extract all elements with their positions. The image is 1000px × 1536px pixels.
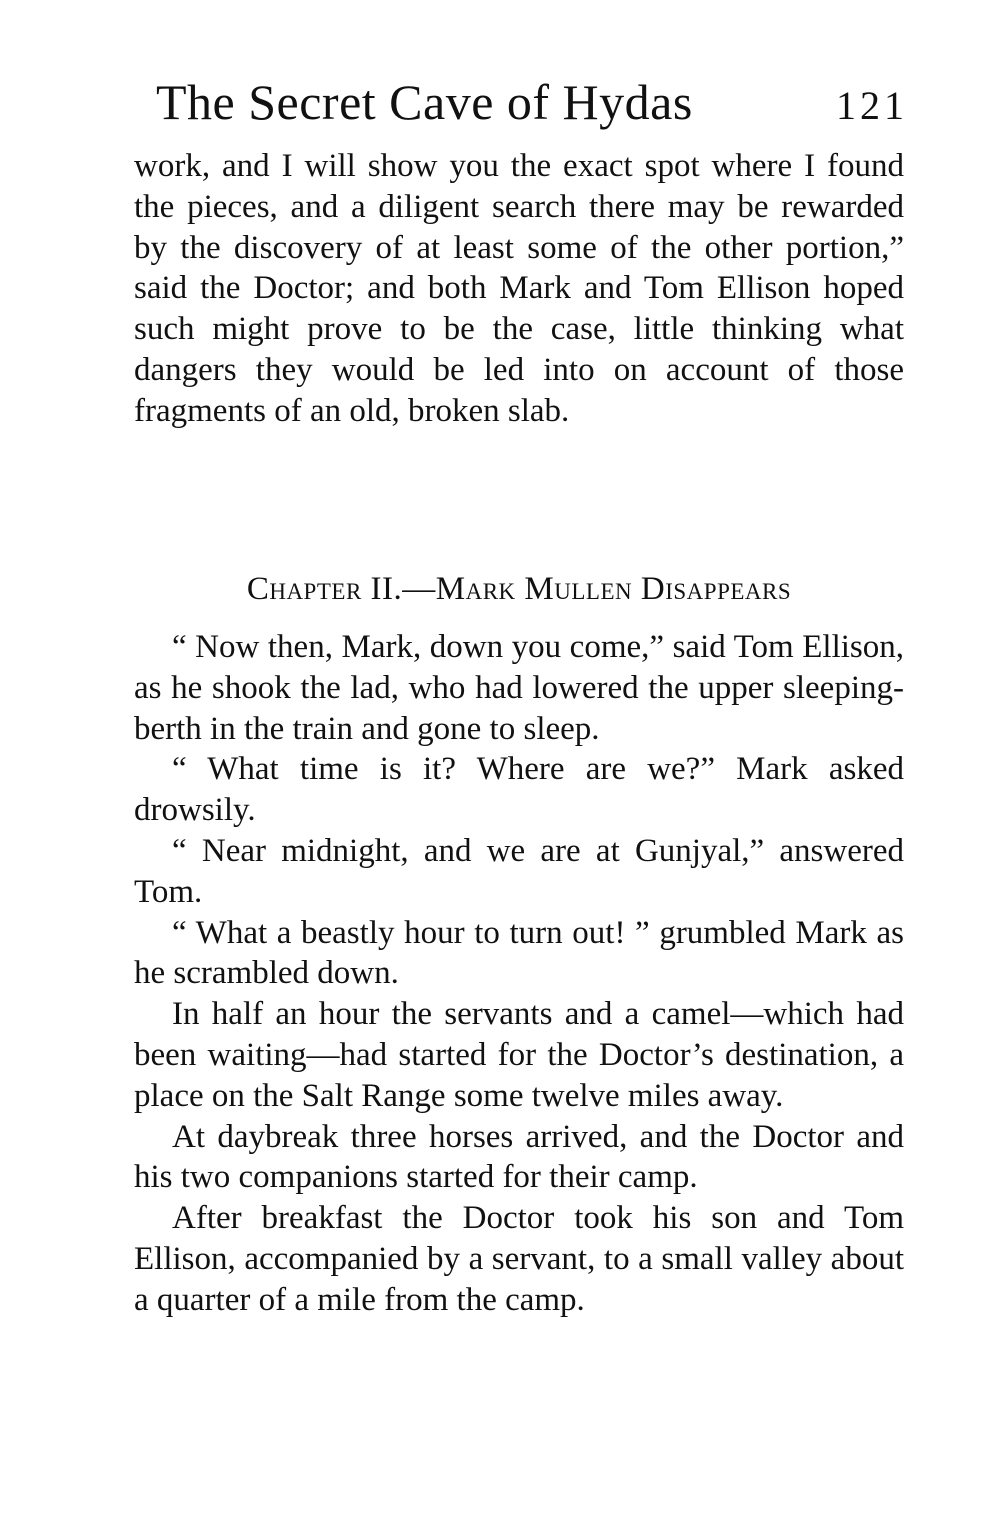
- continuation-text: [134, 146, 904, 432]
- page-number: 121: [836, 83, 908, 128]
- paragraph: “ Now then, Mark, down you come,” said Tom Ellison, as he shook the lad, who had lowered the upper sleeping-berth in the train and gone to sleep.: [134, 629, 904, 747]
- chapter-body: [134, 627, 904, 1321]
- paragraph: “ What a beastly hour to turn out! ” grumbled Mark as he scrambled down.: [134, 914, 904, 992]
- paragraph: After breakfast the Doctor took his son and Tom Ellison, accompanied by a servant, to a small valley about a quarter of a mile from the camp.: [134, 1200, 904, 1318]
- paragraph: “ Near midnight, and we are at Gunjyal,” answered Tom.: [134, 832, 904, 910]
- continuation-paragraph: work, and I will show you the exact spot where I found the pieces, and a diligent search there may be rewarded by the discovery of at least some of the other portion,” said the Doctor; and both Mark and Tom Ellison hoped such might prove to be the case, little thinking what dangers they would be led into on account of those fragments of an old, broken slab.: [134, 148, 904, 429]
- running-title: The Secret Cave of Hydas: [156, 74, 693, 130]
- paragraph: In half an hour the servants and a camel—which had been waiting—had started for the Doctor’s destination, a place on the Salt Range some twelve miles away.: [134, 996, 904, 1114]
- chapter-heading: Chapter II.—Mark Mullen Disappears: [246, 571, 792, 607]
- page-header: [156, 74, 908, 134]
- paragraph: At daybreak three horses arrived, and the Doctor and his two companions started for their camp.: [134, 1118, 904, 1196]
- paragraph: “ What time is it? Where are we?” Mark asked drowsily.: [134, 751, 904, 829]
